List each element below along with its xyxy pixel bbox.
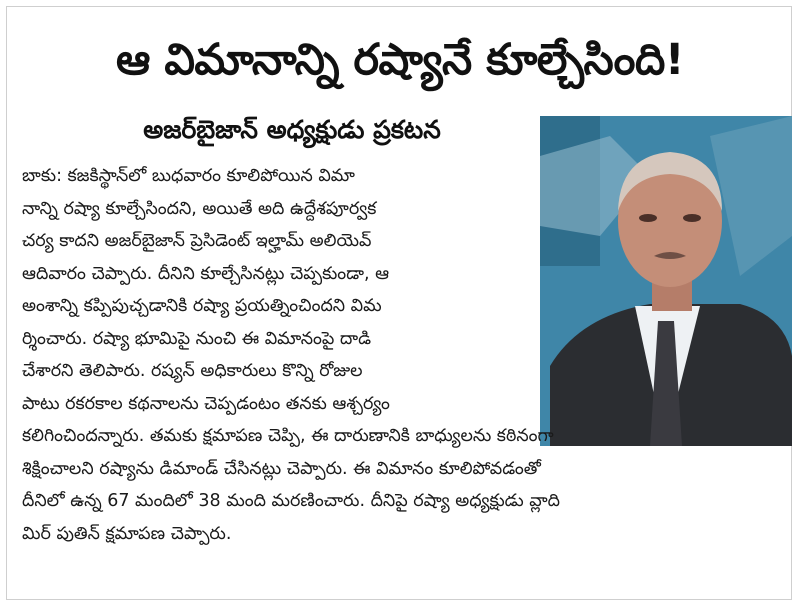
body-line: నాన్ని రష్యా కూల్చేసిందని, అయితే అది ఉద్దేశపూర్వక bbox=[22, 198, 377, 219]
body-line: బాకు: కజకిస్థాన్‌లో బుధవారం కూలిపోయిన విమా bbox=[22, 166, 355, 186]
body-line: మిర్ పుతిన్ క్షమాపణ చెప్పారు. bbox=[22, 523, 232, 544]
body-line: శిక్షించాలని రష్యాను డిమాండ్ చేసినట్లు చెప్పారు. ఈ విమానం కూలిపోవడంతో bbox=[22, 458, 541, 479]
subheadline: అజర్‌బైజాన్ అధ్యక్షుడు ప్రకటన bbox=[143, 115, 441, 144]
body-line: దీనిలో ఉన్న 67 మందిలో 38 మంది మరణించారు. దీనిపై రష్యా అధ్యక్షుడు వ్లాది bbox=[22, 491, 560, 511]
body-line: కలిగించిందన్నారు. తమకు క్షమాపణ చెప్పి, ఈ దారుణానికి బాధ్యులను కఠినంగా bbox=[22, 426, 554, 446]
body-line: పాటు రకరకాల కథనాలను చెప్పడంటం తనకు ఆశ్చర్యం bbox=[22, 393, 390, 414]
body-line: అంశాన్ని కప్పిపుచ్చడానికి రష్యా ప్రయత్నించిందని విమ bbox=[22, 296, 382, 316]
body-line: చేశారని తెలిపారు. రష్యన్ అధికారులు కొన్ని రోజుల bbox=[22, 361, 363, 381]
body-line: చర్య కాదని అజర్‌బైజాన్ ప్రెసిడెంట్ ఇల్హామ్ అలియెవ్ bbox=[22, 231, 372, 251]
body-line: ర్శించారు. రష్యా భూమిపై నుంచి ఈ విమానంపై దాడి bbox=[22, 328, 372, 349]
portrait-photo-drawing bbox=[540, 116, 792, 446]
headline: ఆ విమానాన్ని రష్యానే కూల్చేసింది! bbox=[116, 35, 684, 85]
body-line: ఆదివారం చెప్పారు. దీనిని కూల్చేసినట్లు చెప్పకుండా, ఆ bbox=[22, 263, 390, 284]
portrait-photo bbox=[540, 116, 792, 446]
